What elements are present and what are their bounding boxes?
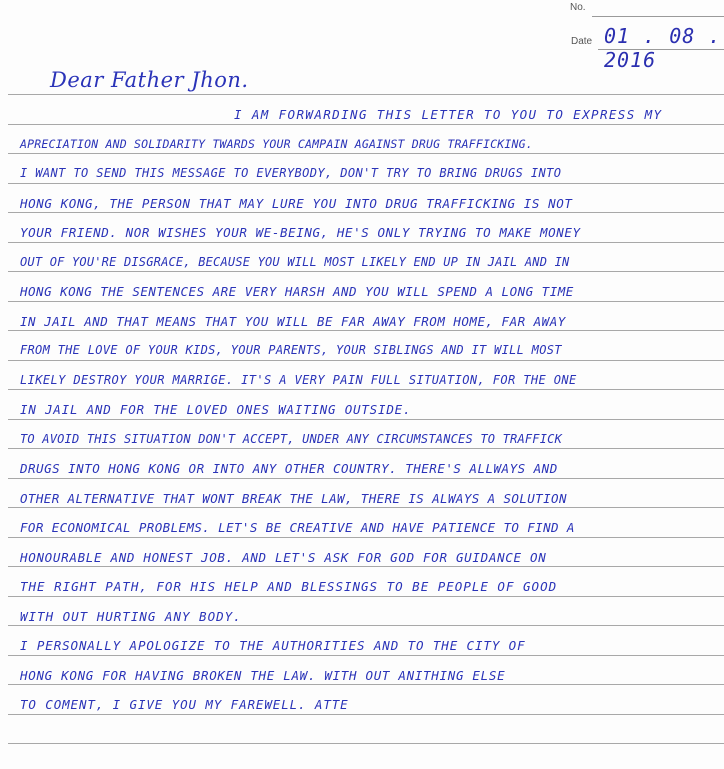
letter-line: I AM FORWARDING THIS LETTER TO YOU TO EXPRESS MY bbox=[234, 107, 663, 122]
letter-line: YOUR FRIEND. NOR WISHES YOUR WE-BEING, HE'S ONLY TRYING TO MAKE MONEY bbox=[20, 225, 581, 240]
letter-line: I PERSONALLY APOLOGIZE TO THE AUTHORITIES AND TO THE CITY OF bbox=[20, 638, 526, 653]
number-field-line bbox=[592, 16, 724, 17]
letter-line: HONG KONG, THE PERSON THAT MAY LURE YOU INTO DRUG TRAFFICKING IS NOT bbox=[20, 196, 573, 211]
letter-line: IN JAIL AND THAT MEANS THAT YOU WILL BE FAR AWAY FROM HOME, FAR AWAY bbox=[20, 314, 566, 329]
handwritten-date: 01 . 08 . 2016 bbox=[604, 24, 722, 72]
letter-line: LIKELY DESTROY YOUR MARRIGE. IT'S A VERY PAIN FULL SITUATION, FOR THE ONE bbox=[20, 373, 577, 387]
number-label: No. bbox=[570, 2, 586, 13]
date-label: Date bbox=[571, 36, 593, 47]
letter-line: FOR ECONOMICAL PROBLEMS. LET'S BE CREATIVE AND HAVE PATIENCE TO FIND A bbox=[20, 520, 575, 535]
letter-line: HONG KONG FOR HAVING BROKEN THE LAW. WITH OUT ANITHING ELSE bbox=[20, 668, 506, 683]
letter-line: TO COMENT, I GIVE YOU MY FAREWELL. ATTE bbox=[20, 697, 349, 712]
letter-line: DRUGS INTO HONG KONG OR INTO ANY OTHER COUNTRY. THERE'S ALLWAYS AND bbox=[20, 461, 558, 476]
letter-line: WITH OUT HURTING ANY BODY. bbox=[20, 609, 242, 624]
letter-greeting: Dear Father Jhon. bbox=[50, 68, 249, 92]
letter-line: HONG KONG THE SENTENCES ARE VERY HARSH AND YOU WILL SPEND A LONG TIME bbox=[20, 284, 574, 299]
letter-line: TO AVOID THIS SITUATION DON'T ACCEPT, UNDER ANY CIRCUMSTANCES TO TRAFFICK bbox=[20, 432, 562, 446]
letter-line: THE RIGHT PATH, FOR HIS HELP AND BLESSINGS TO BE PEOPLE OF GOOD bbox=[20, 579, 558, 594]
letter-line: FROM THE LOVE OF YOUR KIDS, YOUR PARENTS, YOUR SIBLINGS AND IT WILL MOST bbox=[20, 343, 562, 357]
letter-line: OTHER ALTERNATIVE THAT WONT BREAK THE LAW, THERE IS ALWAYS A SOLUTION bbox=[20, 491, 567, 506]
letter-line: IN JAIL AND FOR THE LOVED ONES WAITING OUTSIDE. bbox=[20, 402, 412, 417]
letter-line: HONOURABLE AND HONEST JOB. AND LET'S ASK FOR GOD FOR GUIDANCE ON bbox=[20, 550, 547, 565]
letter-line: OUT OF YOU'RE DISGRACE, BECAUSE YOU WILL MOST LIKELY END UP IN JAIL AND IN bbox=[20, 255, 570, 269]
letter-line: APRECIATION AND SOLIDARITY TWARDS YOUR CAMPAIN AGAINST DRUG TRAFFICKING. bbox=[20, 137, 533, 151]
letter-line: I WANT TO SEND THIS MESSAGE TO EVERYBODY, DON'T TRY TO BRING DRUGS INTO bbox=[20, 166, 562, 180]
